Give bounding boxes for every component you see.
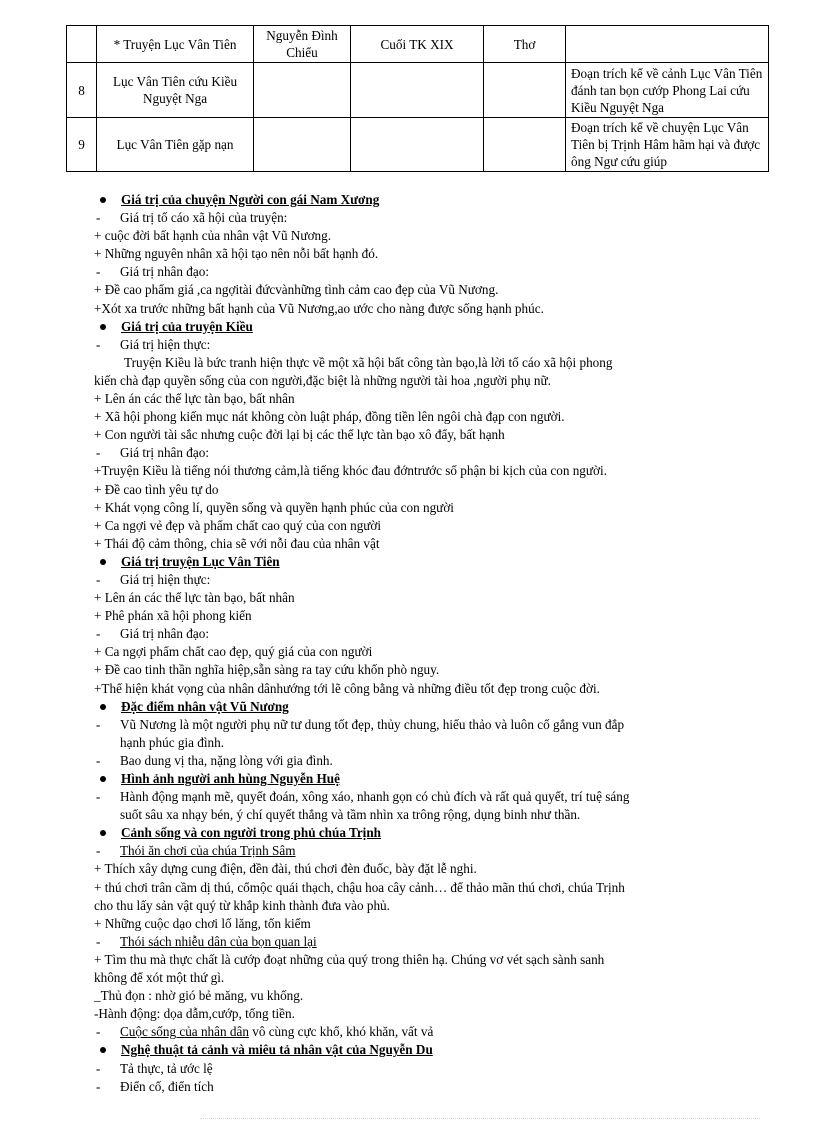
table-row xyxy=(67,118,769,172)
text-line: + Lên án các thế lực tàn bạo, bất nhân xyxy=(94,590,295,606)
text-suffix: vô cùng cực khổ, khó khăn, vất vả xyxy=(248,1024,434,1040)
cell-title: Lục Vân Tiên cứu Kiều Nguyệt Nga xyxy=(97,63,254,118)
text-line: -Hành động: dọa dẫm,cướp, tống tiền. xyxy=(94,1006,295,1022)
dash-item: - Giá trị nhân đạo: xyxy=(94,625,774,643)
text-line: + Ca ngợi phẩm chất cao đẹp, quý giá của con người xyxy=(94,644,373,660)
cell-period xyxy=(351,118,484,172)
text-line: + Ca ngợi vẻ đẹp và phẩm chất cao quý của con người xyxy=(94,517,382,533)
footer-divider xyxy=(200,1118,760,1119)
text-line: +Truyện Kiều là tiếng nói thương cảm,là tiếng khóc đau đớntrước số phận bi kịch của con người. xyxy=(94,463,607,479)
text-line: + Đề cao tinh thần nghĩa hiệp,sẵn sàng ra tay cứu khốn phò nguy. xyxy=(94,662,440,678)
dash-item xyxy=(94,933,774,951)
dash-item xyxy=(94,1023,774,1041)
cell-note xyxy=(566,26,769,63)
text-line: cho thu lấy sản vật quý từ khắp kinh thành đưa vào phủ. xyxy=(94,897,390,913)
cell-period xyxy=(351,63,484,118)
text-line: + cuộc đời bất hạnh của nhân vật Vũ Nương. xyxy=(94,228,332,244)
cell-genre: Thơ xyxy=(484,26,566,63)
cell-author xyxy=(254,63,351,118)
underlined-text: Thói sách nhiễu dân của bọn quan lại xyxy=(120,933,317,949)
text-line: + Đề cao phẩm giá ,ca ngợitài đứcvànhững tình cảm cao đẹp của Vũ Nương. xyxy=(94,282,499,298)
cell-title: * Truyện Lục Vân Tiên xyxy=(97,26,254,63)
text-line: + Những cuộc dạo chơi lố lăng, tốn kiếm xyxy=(94,915,311,931)
text-line: + Lên án các thế lực tàn bạo, bất nhân xyxy=(94,391,295,407)
text-line: +Xót xa trước những bất hạnh của Vũ Nương,ao ước cho nàng được sống hạnh phúc. xyxy=(94,300,544,316)
underlined-text: Cuộc sống của nhân dân xyxy=(120,1024,249,1040)
cell-author xyxy=(254,118,351,172)
cell-num xyxy=(67,26,97,63)
section-heading: Giá trị của chuyện Người con gái Nam Xương xyxy=(94,191,774,209)
text-line: + Tìm thu mà thực chất là cướp đoạt những của quý trong thiên hạ. Chúng vơ vét sạch sành sanh xyxy=(94,951,605,967)
text-line: suốt sâu xa nhạy bén, ý chí quyết thắng và tầm nhìn xa trông rộng, dụng binh như thần. xyxy=(120,807,581,823)
cell-title: Lục Vân Tiên gặp nạn xyxy=(97,118,254,172)
text-line: + Khát vọng công lí, quyền sống và quyền hạnh phúc của con người xyxy=(94,499,454,515)
text-line: + Đề cao tình yêu tự do xyxy=(94,481,219,497)
body-text xyxy=(94,191,774,1096)
dash-item: - Giá trị nhân đạo: xyxy=(94,263,774,281)
table-row xyxy=(67,26,769,63)
section-heading: Hình ảnh người anh hùng Nguyễn Huệ xyxy=(94,770,774,788)
dash-item: - Tả thực, tả ước lệ xyxy=(94,1060,774,1078)
section-heading: Nghệ thuật tả cảnh và miêu tả nhân vật của Nguyễn Du xyxy=(94,1041,774,1059)
cell-genre xyxy=(484,118,566,172)
text-line: + Thích xây dựng cung điện, đền đài, thú chơi đèn đuốc, bày đặt lễ nghi. xyxy=(94,861,477,877)
dash-item: - Giá trị hiện thực: xyxy=(94,336,774,354)
underlined-text: Thói ăn chơi của chúa Trịnh Sâm xyxy=(120,843,296,859)
cell-author: Nguyễn Đình Chiểu xyxy=(254,26,351,63)
dash-item: - Giá trị tố cáo xã hội của truyện: xyxy=(94,209,774,227)
text-line: + Con người tài sắc nhưng cuộc đời lại bị các thế lực tàn bạo xô đẩy, bất hạnh xyxy=(94,427,505,443)
dash-item: - Hành động mạnh mẽ, quyết đoán, xông xáo, nhanh gọn có chủ đích và rất quả quyết, trí tuệ sáng xyxy=(94,788,774,806)
dash-item: - Giá trị nhân đạo: xyxy=(94,444,774,462)
section-heading: Đặc điểm nhân vật Vũ Nương xyxy=(94,698,774,716)
dash-item xyxy=(94,842,774,860)
text-line: kiến chà đạp quyền sống của con người,đặc biệt là những người tài hoa ,người phụ nữ. xyxy=(94,372,551,388)
dash-item: - Giá trị hiện thực: xyxy=(94,571,774,589)
cell-genre xyxy=(484,63,566,118)
section-heading: Cảnh sống và con người trong phủ chúa Trịnh xyxy=(94,824,774,842)
literature-table xyxy=(66,25,769,172)
paragraph-line: Truyện Kiều là bức tranh hiện thực về một xã hội bất công tàn bạo,là lời tố cáo xã hội phong xyxy=(124,354,613,370)
dash-item: - Vũ Nương là một người phụ nữ tư dung tốt đẹp, thủy chung, hiếu thảo và luôn cố gắng vun đắp xyxy=(94,716,774,734)
text-line: + Thái độ cảm thông, chia sẽ với nỗi đau của nhân vật xyxy=(94,535,380,551)
section-heading: Giá trị truyện Lục Vân Tiên xyxy=(94,553,774,571)
text-line: + Xã hội phong kiến mục nát không còn luật pháp, đồng tiền lên ngôi chà đạp con người. xyxy=(94,409,565,425)
text-line: + Những nguyên nhân xã hội tạo nên nỗi bất hạnh đó. xyxy=(94,246,379,262)
section-heading: Giá trị của truyện Kiều xyxy=(94,318,774,336)
text-line: +Thể hiện khát vọng của nhân dânhướng tới lẽ công bằng và những điều tốt đẹp trong cuộc đời. xyxy=(94,680,600,696)
text-line: + Phê phán xã hội phong kiến xyxy=(94,608,252,624)
cell-period: Cuối TK XIX xyxy=(351,26,484,63)
cell-num: 8 xyxy=(67,63,97,118)
text-line: không để xót một thứ gì. xyxy=(94,970,225,986)
text-line: _Thủ đọn : nhờ gió bẻ măng, vu khống. xyxy=(94,988,304,1004)
dash-item: - Điển cố, điển tích xyxy=(94,1078,774,1096)
dash-item: - Bao dung vị tha, nặng lòng với gia đình. xyxy=(94,752,774,770)
cell-note: Đoạn trích kể về cảnh Lục Vân Tiên đánh tan bọn cướp Phong Lai cứu Kiều Nguyệt Nga xyxy=(566,63,769,118)
cell-note: Đoạn trích kể về chuyện Lục Vân Tiên bị Trịnh Hâm hãm hại và được ông Ngư cứu giúp xyxy=(566,118,769,172)
cell-num: 9 xyxy=(67,118,97,172)
text-line: + thú chơi trân cầm dị thú, cổmộc quái thạch, chậu hoa cây cảnh… để thảo mãn thú chơi, chúa Trịnh xyxy=(94,879,625,895)
table-row xyxy=(67,63,769,118)
text-line: hạnh phúc gia đình. xyxy=(120,734,225,750)
